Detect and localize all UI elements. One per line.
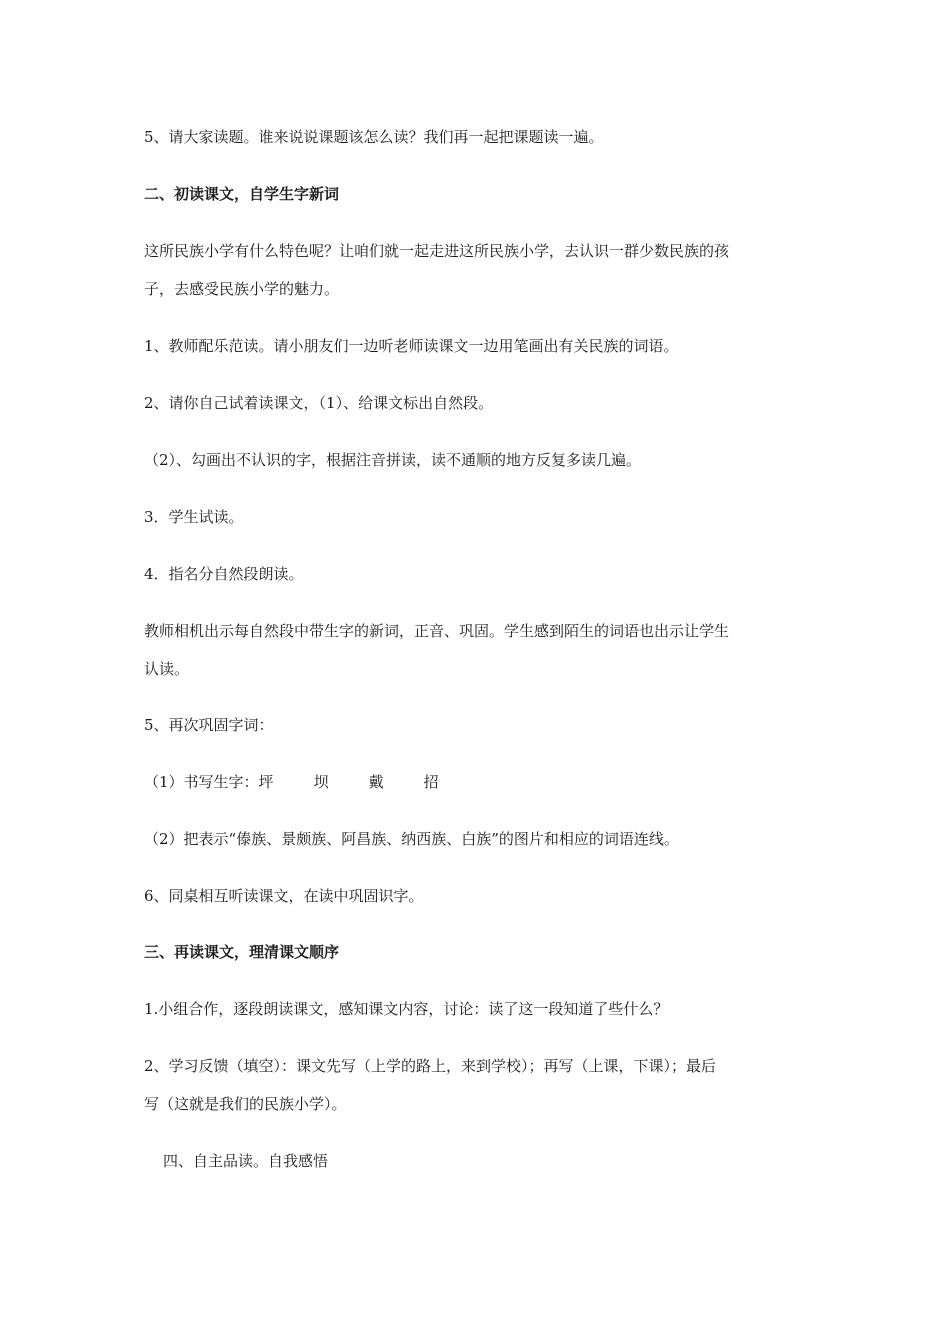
character-4: 招 <box>423 773 439 791</box>
paragraph-intro-line-1: 这所民族小学有什么特色呢？让咱们就一起走进这所民族小学，去认识一群少数民族的孩 <box>144 242 730 260</box>
section-heading-3: 三、再读课文，理清课文顺序 <box>144 943 340 961</box>
paragraph-group-reading: 1.小组合作，逐段朗读课文，感知课文内容，讨论：读了这一段知道了些什么？ <box>144 1000 669 1018</box>
paragraph-new-words-line-2: 认读。 <box>144 660 190 678</box>
section-heading-2: 二、初读课文，自学生字新词 <box>144 185 340 203</box>
paragraph-feedback-line-1: 2、学习反馈（填空）：课文先写（上学的路上，来到学校）；再写（上课，下课）；最后 <box>144 1057 717 1075</box>
section-heading-4: 四、自主品读。自我感悟 <box>163 1152 329 1170</box>
write-characters-label: （1）书写生字： <box>144 773 259 791</box>
paragraph-step-5-read-title: 5、请大家读题。谁来说说课题该怎么读？我们再一起把课题读一遍。 <box>144 128 604 146</box>
paragraph-match-pictures: （2）把表示“傣族、景颇族、阿昌族、纳西族、白族”的图片和相应的词语连线。 <box>144 830 679 848</box>
paragraph-step-3: 3．学生试读。 <box>144 508 244 526</box>
character-2: 坝 <box>313 773 329 791</box>
paragraph-step-4: 4．指名分自然段朗读。 <box>144 565 304 583</box>
character-1: 坪 <box>258 773 274 791</box>
paragraph-write-characters <box>144 773 814 792</box>
paragraph-step-2-sub-2: （2）、勾画出不认识的字，根据注音拼读，读不通顺的地方反复多读几遍。 <box>144 451 642 469</box>
paragraph-intro-line-2: 子，去感受民族小学的魅力。 <box>144 280 340 298</box>
paragraph-step-1-teacher-reading: 1、教师配乐范读。请小朋友们一边听老师读课文一边用笔画出有关民族的词语。 <box>144 337 679 355</box>
paragraph-new-words-line-1: 教师相机出示每自然段中带生字的新词，正音、巩固。学生感到陌生的词语也出示让学生 <box>144 622 730 640</box>
paragraph-feedback-line-2: 写（这就是我们的民族小学）。 <box>144 1095 347 1113</box>
paragraph-step-5-consolidate: 5、再次巩固字词： <box>144 716 274 734</box>
paragraph-step-2-self-reading: 2、请你自己试着读课文，（1）、给课文标出自然段。 <box>144 394 494 412</box>
character-3: 戴 <box>368 773 384 791</box>
paragraph-step-6: 6、同桌相互听读课文，在读中巩固识字。 <box>144 887 424 905</box>
